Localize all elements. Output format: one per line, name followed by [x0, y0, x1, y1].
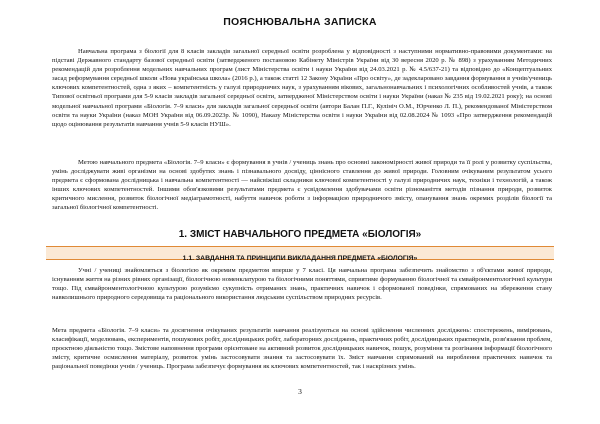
subsection-heading-bar	[46, 246, 554, 260]
page-number: 3	[298, 387, 302, 396]
section-heading: 1. ЗМІСТ НАВЧАЛЬНОГО ПРЕДМЕТА «БІОЛОГІЯ»	[178, 229, 422, 240]
paragraph-methods: Мета предмета «Біологія. 7–9 класи» та досягнення очікуваних результатів навчання реалізуються на основі здійснення численних досліджень: спостережень, вимірювань, класифікації, моделювань, експериментів, пошукових робіт, дослідницьких робіт, лабораторних досліджень, практичних робіт, дослідницьких практикумів, розв'язання проблем, проєктною діяльністю тощо. Змістове наповнення програми орієнтоване на активний розвиток дослідницьких навичок, пошук, розуміння та розгінання інформації біологічного змісту, критичне осмислення матеріалу, розвиток умінь застосовувати знання та застосовувати їх. Зміст навчання спрямований на вироблення практичних навичок та раціональної поведінки учнів / учениць. Програма забезпечує формування як ключових компетентностей, так і наскрізних умінь.	[52, 327, 552, 371]
paragraph-introduction: Учні / учениці знайомляться з біологією як окремим предметом вперше у 7 класі. Ця навчальна програма забезпечить знайомство з об'єктами живої природи, існуванням життя на різних рівнях організації, біологічною номенклатурою та біологічними поняттями, сприятиме формуванню біологічної та ємвайронментологічної культури тощо. Під ємвайронментологічною культурою розуміємо сукупність отриманих знань, практичних навичок і сформованої поведінки, спрямованих на збереження стану навколишнього природного середовища та раціонального використання людським суспільством природних ресурсів.	[52, 267, 552, 302]
paragraph-course-goal: Метою навчального предмета «Біологія. 7–9 класи» є формування в учнів / учениць знань про основні закономірності живої природи та її ролі у розвитку суспільства, умінь досліджувати живі організми на основі здобутих знань і пізнавального досвіду, ціннісного ставлення до живої природи. Головним очікуваним результатом усього предмета є сформована дослідницька і навчальна компетентності — найсвіжіші складники ключової компетентності у галузі природничих наук, техніки і технологій, а також інших ключових компетентностей. Іншими обов'язковими результатами предмета є усвідомлення здобувачами освіти різноманіття методів пізнання природи, розвиток критичного мислення, розвиток біологічної медіаграмотності, набуття навичок роботи з інформацією природничого змісту, опанування знань окремих розділів біології та загальної біологічної компетентності.	[52, 159, 552, 212]
paragraph-legal-basis: Навчальна програма з біології для 8 класів закладів загальної середньої освіти розроблена у відповідності з наступними нормативно-правовими документами: на підставі Державного стандарту базової середньої освіти (затвердженого постановою Кабінету Міністрів України від 30 вересня 2020 р. № 898) з урахуванням Методичних рекомендацій для розроблення модельних навчальних програм (лист Міністерства освіти і науки України від 24.03.2021 р. № 4.5/637-21) та відповідно до «Концептуальних засад реформування середньої школи «Нова українська школа» (2016 р.), а також статті 12 Закону України «Про освіту», де задекларовано завдання формування в учнів/учениць ключових компетентностей, одна з яких – компетентність у галузі природничих наук, з урахуванням вікових, загальнонавчальних і психологічних особливостей учнів, а також Типової освітньої програми для 5-9 класів закладів загальної середньої освіти, затвердженої Міністерством освіти і науки України (наказ № 235 від 19.02.2021 року); на основі модельної навчальної програми «Біологія. 7–9 класи» для закладів загальної середньої освіти (автори Балан П.Г., Кулініч О.М., Юрченко Л. П.), рекомендованої Міністерством освіти та науки України (наказ МОН України від 06.09.2023р. № 1090), Наказу Міністерства освіти і науки України від 02.08.2024 № 1093 «Про затвердження рекомендацій щодо оцінювання результатів навчання учнів 5-9 класів НУШ».	[52, 48, 552, 128]
document-title: ПОЯСНЮВАЛЬНА ЗАПИСКА	[223, 16, 377, 28]
subsection-heading: 1.1. ЗАВДАННЯ ТА ПРИНЦИПИ ВИКЛАДАННЯ ПРЕДМЕТА «БІОЛОГІЯ»	[182, 255, 418, 262]
